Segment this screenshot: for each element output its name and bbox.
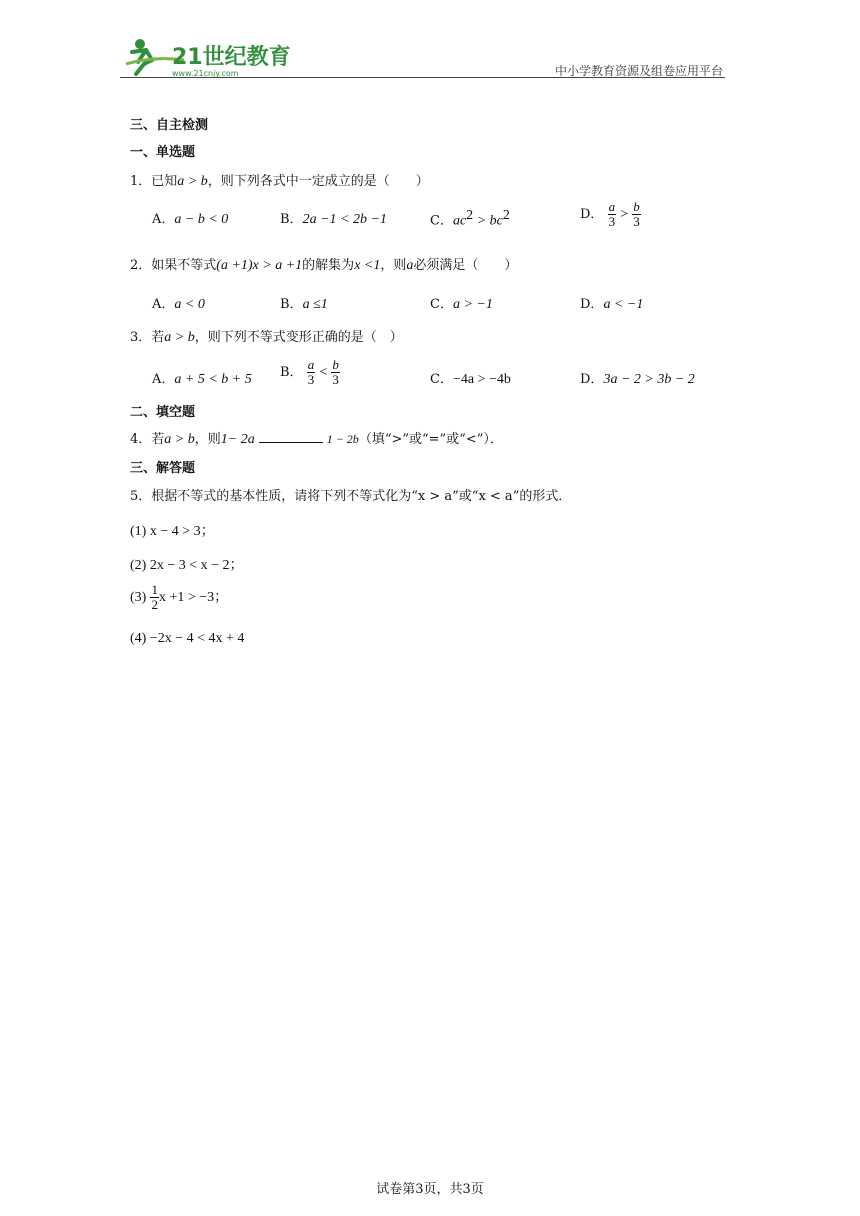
page-footer: 试卷第3页，共3页: [376, 1182, 484, 1197]
q5-part-4: (4) −2x − 4 < 4x + 4: [130, 631, 245, 646]
q3-option-d[interactable]: D．3a − 2 > 3b − 2: [580, 372, 695, 387]
q2-option-c[interactable]: C．a > −1: [430, 297, 493, 312]
q3-option-b[interactable]: B． $\frac{a}{3}$ < $\frac{b}{3}$: [280, 357, 339, 387]
q2-option-b[interactable]: B．a ≤1: [280, 297, 328, 312]
q5-part-1: (1) x − 4 > 3；: [130, 524, 215, 539]
q1-option-a[interactable]: A．a − b < 0: [152, 212, 229, 227]
q3-option-c[interactable]: C．−4a > −4b: [430, 372, 511, 387]
section-self-check: 三、自主检测: [130, 118, 209, 133]
section-fill-blank: 二、填空题: [130, 405, 196, 420]
section-single-choice: 一、单选题: [130, 145, 196, 160]
q1-option-c[interactable]: C．$ac^2 > bc^2$: [430, 208, 510, 229]
question-5: 5．根据不等式的基本性质，请将下列不等式化为“x > a”或“x < a”的形式．: [130, 489, 572, 504]
header-rule: [120, 77, 725, 78]
page-header: [120, 30, 725, 80]
question-3: 3．若a > b，则下列不等式变形正确的是（ ）: [130, 330, 403, 345]
q5-part-2: (2) 2x − 3 < x − 2；: [130, 558, 244, 573]
21cnjy-logo: [124, 34, 294, 78]
q2-option-a[interactable]: A．a < 0: [152, 297, 205, 312]
svg-text:www.21cnjy.com: www.21cnjy.com: [172, 69, 239, 78]
q3-option-a[interactable]: A．a + 5 < b + 5: [152, 372, 252, 387]
question-4: 4．若a > b，则1− 2a 1 − 2b（填“>”或“=”或“<”）．: [130, 432, 503, 447]
question-2: 2．如果不等式(a +1)x > a +1的解集为x <1，则a必须满足（ ）: [130, 258, 518, 273]
q1-condition: a > b: [177, 174, 208, 189]
question-1: [130, 170, 429, 190]
q2-option-d[interactable]: D．a < −1: [580, 297, 644, 312]
q1-option-d[interactable]: D． $\frac{a}{3}$ > $\frac{b}{3}$: [580, 199, 640, 229]
svg-text:21世纪教育: 21世纪教育: [172, 45, 291, 70]
section-answer: 三、解答题: [130, 461, 196, 476]
q1-prefix: 1．已知: [130, 174, 178, 189]
platform-name: 中小学教育资源及组卷应用平台: [554, 64, 723, 78]
q1-option-b[interactable]: B．2a −1 < 2b −1: [280, 212, 387, 227]
q5-part-3: (3) $\frac{1}{2}$ x +1 > −3；: [130, 582, 229, 612]
q4-answer-blank[interactable]: [259, 442, 323, 443]
q1-suffix: ，则下列各式中一定成立的是（ ）: [207, 174, 429, 189]
